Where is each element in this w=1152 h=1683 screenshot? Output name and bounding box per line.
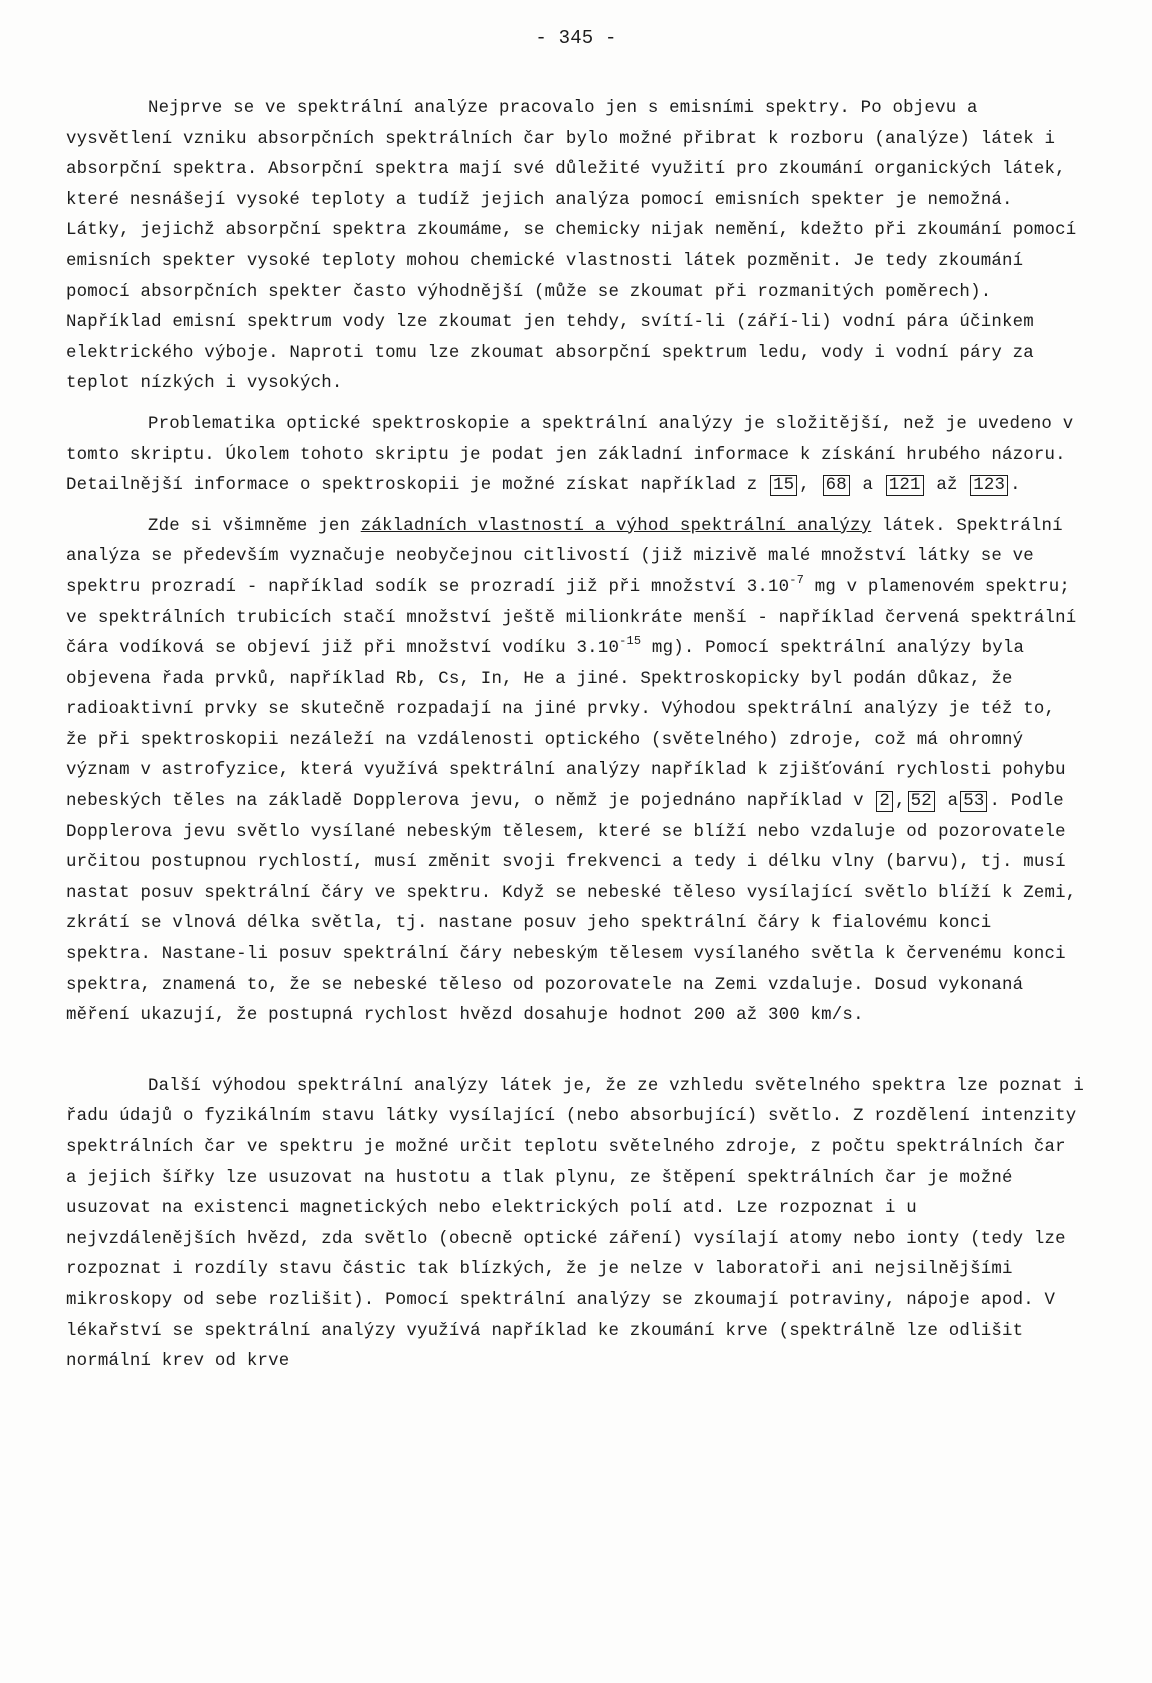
reference-121: 121	[886, 475, 924, 496]
paragraph-text-1: látek. Spektrální analýza se především vyznačuje neobyčejnou citlivostí (již mizivě malé množství látky se ve spektru prozradí - například sodík se prozradí již při množství 3.10	[66, 516, 1063, 597]
paragraph-text: Problematika optické spektroskopie a spektrální analýzy je složitější, než je uvedeno v tomto skriptu. Úkolem tohoto skriptu je podat jen základní informace k získání hrubého názoru. Detailnější informace o spektroskopii je možné získat například z	[66, 414, 1074, 496]
reference-53: 53	[960, 791, 987, 812]
paragraph-text-3: mg). Pomocí spektrální analýzy byla objevena řada prvků, například Rb, Cs, In, He a jiné. Spektroskopicky byl podán důkaz, že radioaktivní prvky se skutečně rozpadají na jiné prvky. Výhodou spektrální analýzy je též to, že při spektroskopii nezáleží na vzdálenosti optického (světelného) zdroje, což má ohromný význam v astrofyzice, která využívá spektrální analýzy například k zjišťování rychlosti pohybu nebeských těles na základě Dopplerova jevu, o němž je pojednáno například v	[66, 639, 1066, 812]
exponent-1: -7	[789, 573, 805, 588]
underlined-phrase: základních vlastností a výhod spektrální analýzy	[360, 516, 872, 536]
separator-comma: ,	[895, 792, 906, 812]
paragraph-advantages	[66, 512, 1086, 1032]
separator-and: a	[947, 792, 959, 812]
separator-to: až	[936, 476, 958, 496]
separator-comma: ,	[799, 476, 810, 496]
page-number: - 345 -	[535, 27, 617, 49]
body-text	[66, 94, 1086, 1378]
paragraph-lead: Zde si všimněme jen	[148, 516, 351, 536]
paragraph-text-4: . Podle Dopplerova jevu světlo vysílané nebeským tělesem, které se blíží nebo vzdaluje od pozorovatele určitou postupnou rychlostí, musí změnit svoji frekvenci a tedy i délku vlny (barvu), tj. musí nastat posuv spektrální čáry ve spektru. Když se nebeské těleso vysílající světlo blíží k Zemi, zkrátí se vlnová délka světla, tj. nastane posuv jeho spektrální čáry k fialovému konci spektra. Nastane-li posuv spektrální čáry nebeským tělesem vysílaného světla k červenému konci spektra, znamená to, že se nebeské těleso od pozorovatele na Zemi vzdaluje. Dosud vykonaná měření ukazují, že postupná rychlost hvězd dosahuje hodnot 200 až 300 km/s.	[66, 792, 1077, 1026]
paragraph-emission-absorption: Nejprve se ve spektrální analýze pracovalo jen s emisními spektry. Po objevu a vysvětlení vzniku absorpčních spektrálních čar bylo možné přibrat k rozboru (analýze) látek i absorpční spektra. Absorpční spektra mají své důležité využití pro zkoumání organických látek, které nesnášejí vysoké teploty a tudíž jejich analýza pomocí emisních spekter je nemožná. Látky, jejichž absorpční spektra zkoumáme, se chemicky nijak nemění, kdežto při zkoumání pomocí emisních spekter vysoké teploty mohou chemické vlastnosti látek pozměnit. Je tedy zkoumání pomocí absorpčních spekter často výhodnější (může se zkoumat při rozmanitých poměrech). Například emisní spektrum vody lze zkoumat jen tehdy, svítí-li (září-li) vodní pára účinkem elektrického výboje. Naproti tomu lze zkoumat absorpční spektrum ledu, vody i vodní páry za teplot nízkých i vysokých.	[66, 99, 1077, 394]
paragraph-further-advantages: Další výhodou spektrální analýzy látek je, že ze vzhledu světelného spektra lze poznat i řadu údajů o fyzikálním stavu látky vysílající (nebo absorbující) světlo. Z rozdělení intenzity spektrálních čar ve spektru je možné určit teplotu světelného zdroje, z počtu spektrálních čar a jejich šířky lze usuzovat na hustotu a tlak plynu, ze štěpení spektrálních čar je možné usuzovat na existenci magnetických nebo elektrických polí atd. Lze rozpoznat i u nejvzdálenějších hvězd, zda světlo (obecně optické záření) vysílají atomy nebo ionty (tedy lze rozpoznat i rozdíly stavu částic tak blízkých, že je nelze v laboratoři ani nejsilnějšími mikroskopy od sebe rozlišit). Pomocí spektrální analýzy se zkoumají potraviny, nápoje apod. V lékařství se spektrální analýzy využívá například ke zkoumání krve (spektrálně lze odlišit normální krev od krve	[66, 1076, 1084, 1372]
paragraph-text-2: mg v plamenovém spektru; ve spektrálních trubicích stačí množství ještě milionkráte menší - například červená spektrální čára vodíková se objeví již při množství vodíku 3.10	[66, 577, 1077, 659]
exponent-2: -15	[619, 634, 642, 649]
reference-123: 123	[970, 475, 1008, 496]
sentence-end: .	[1010, 476, 1021, 496]
reference-52: 52	[908, 791, 935, 812]
reference-68: 68	[823, 475, 850, 496]
reference-2: 2	[876, 791, 893, 812]
paragraph-problematika	[66, 410, 1086, 502]
reference-15: 15	[770, 475, 797, 496]
separator-and: a	[862, 476, 874, 496]
